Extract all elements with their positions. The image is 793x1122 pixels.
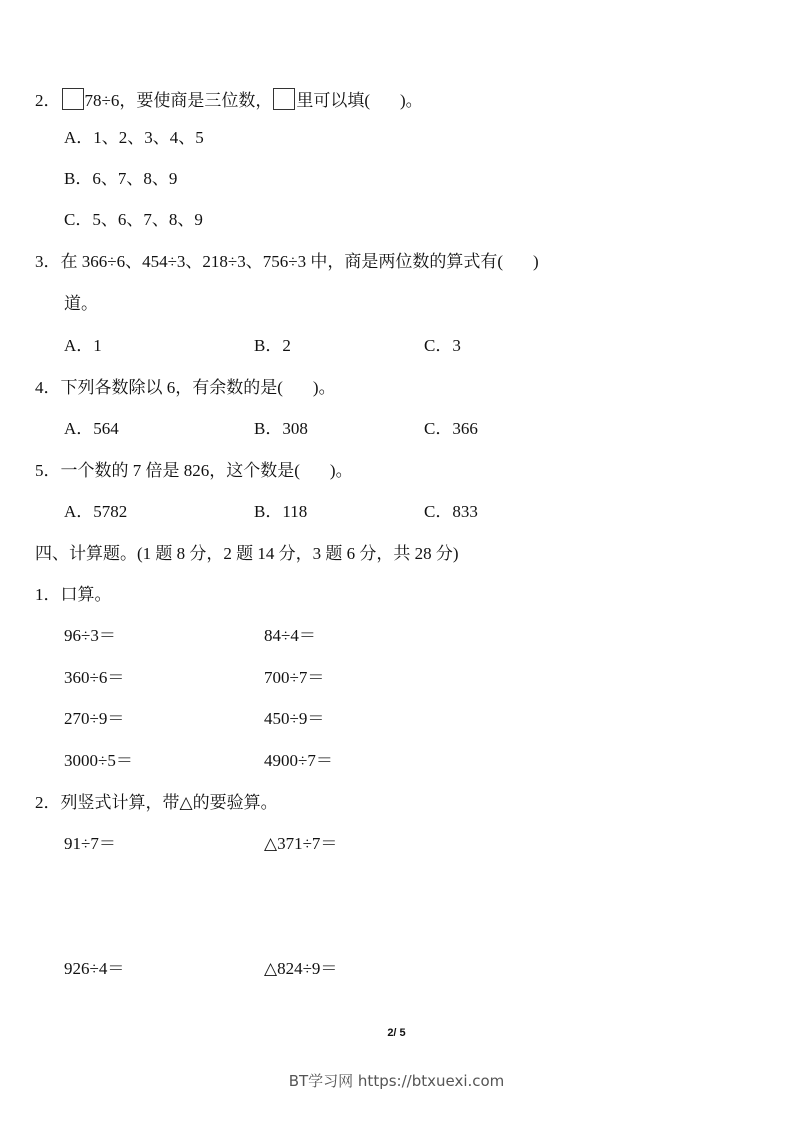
calc-item: 926÷4＝ [64,959,125,978]
option-a[interactable]: A．5782 [64,502,128,521]
page-number: 2/ 5 [387,1027,406,1039]
calc-1-title: 1．口算。 [35,585,112,604]
option-c[interactable]: C．3 [424,336,461,355]
calc-item: 450÷9＝ [264,709,325,728]
answer-box[interactable] [62,88,84,110]
calc-item: 91÷7＝ [64,834,116,853]
option-b[interactable]: B．118 [254,502,308,521]
calc-item: 700÷7＝ [264,668,325,687]
bracket-close: )。 [329,461,353,480]
question-3-stem: 3．在 366÷6、454÷3、218÷3、756÷3 中，商是两位数的算式有( [35,252,503,271]
option-a[interactable]: A．564 [64,419,119,438]
option-a[interactable]: A．1、2、3、4、5 [64,128,204,147]
footer-watermark[interactable]: BT学习网 https://btxuexi.com [288,1072,505,1090]
calc-item: 96÷3＝ [64,626,116,645]
question-5-stem: 5．一个数的 7 倍是 826，这个数是( [35,461,300,480]
question-4 [35,377,336,399]
question-4-stem: 4．下列各数除以 6，有余数的是( [35,378,283,397]
option-a[interactable]: A．1 [64,336,102,355]
bracket-close: )。 [400,91,423,110]
question-3-continuation: 道。 [64,294,98,313]
answer-box[interactable] [273,88,295,110]
bracket-close: ) [532,252,539,271]
question-3 [35,251,539,273]
question-2-expression: 78÷6，要使商是三位数， [84,91,273,110]
option-b[interactable]: B．2 [254,336,291,355]
option-b[interactable]: B．308 [254,419,308,438]
calc-item: 3000÷5＝ [64,751,133,770]
calc-item: 360÷6＝ [64,668,125,687]
question-5 [35,460,353,482]
option-c[interactable]: C．5、6、7、8、9 [64,210,203,229]
calc-item: △824÷9＝ [264,959,338,978]
calc-item: 270÷9＝ [64,709,125,728]
option-c[interactable]: C．833 [424,502,478,521]
section-heading: 四、计算题。(1 题 8 分，2 题 14 分，3 题 6 分，共 28 分) [35,544,459,563]
calc-2-title: 2．列竖式计算，带△的要验算。 [35,793,278,812]
calc-item: 84÷4＝ [264,626,316,645]
option-c[interactable]: C．366 [424,419,478,438]
option-b[interactable]: B．6、7、8、9 [64,169,178,188]
calc-item: 4900÷7＝ [264,751,333,770]
question-2-tail: 里可以填( [296,91,371,110]
question-number: 2． [35,91,61,110]
calc-item: △371÷7＝ [264,834,338,853]
bracket-close: )。 [312,378,336,397]
question-2 [35,88,423,112]
